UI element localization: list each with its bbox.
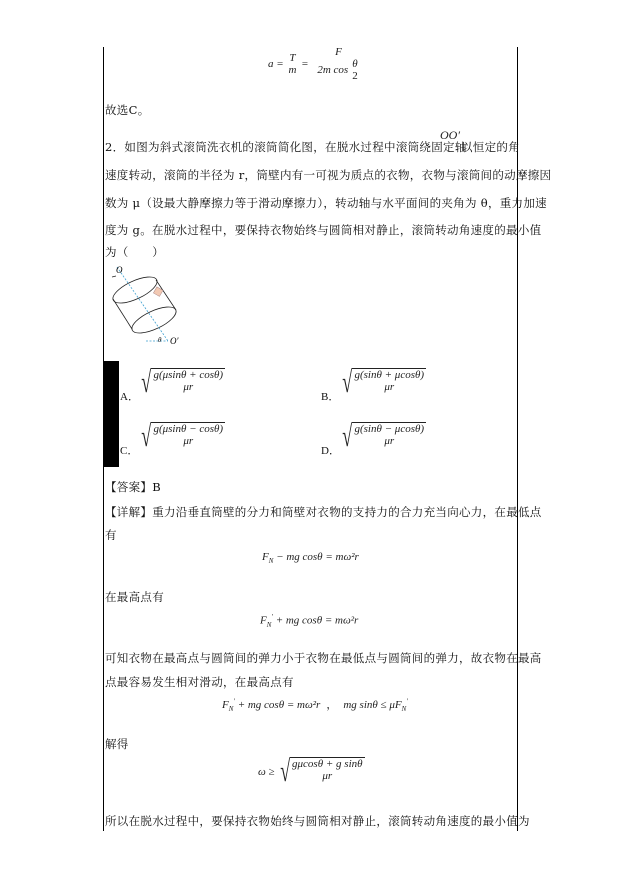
svg-text:O′: O′ bbox=[170, 336, 179, 346]
option-b-formula[interactable]: √ g(sinθ + μcosθ) μr bbox=[342, 366, 425, 399]
explanation-line-2: 有 bbox=[105, 528, 117, 542]
question-line-3: 数为 μ（设最大静摩擦力等于滑动摩擦力），转动轴与水平面间的夹角为 θ，重力加速 bbox=[105, 196, 547, 210]
table-right-border bbox=[517, 47, 518, 831]
option-d-label[interactable]: D． bbox=[321, 445, 340, 457]
explanation-line-3: 在最高点有 bbox=[105, 590, 164, 604]
sqrt-icon: √ bbox=[279, 755, 290, 788]
explanation-line-5: 点最容易发生相对滑动，在最高点有 bbox=[105, 675, 294, 689]
drum-diagram-icon bbox=[108, 262, 188, 347]
question-line-4: 度为 g。在脱水过程中，要保持衣物始终与圆筒相对静止，滚筒转动角速度的最小值 bbox=[105, 223, 542, 237]
question-line-1b: 以恒定的角 bbox=[461, 140, 520, 154]
equation-lowest-point: $F_N$ − mg cosθ = mω²r bbox=[262, 551, 359, 566]
option-d-formula[interactable]: √ g(sinθ − μcosθ) μr bbox=[342, 420, 425, 453]
sqrt-icon: √ bbox=[342, 420, 353, 453]
svg-text:O: O bbox=[116, 265, 123, 275]
option-c-formula[interactable]: √ g(μsinθ − cosθ) μr bbox=[141, 420, 224, 453]
sqrt-icon: √ bbox=[141, 366, 152, 399]
question-line-5: 为（ ） bbox=[105, 245, 164, 259]
explanation-line-6: 解得 bbox=[105, 737, 129, 751]
sqrt-icon: √ bbox=[342, 366, 353, 399]
question-line-2: 速度转动，滚筒的半径为 r，筒壁内有一可视为质点的衣物，衣物与滚筒间的动摩擦因 bbox=[105, 168, 552, 182]
fraction-t-over-m: T m bbox=[288, 52, 297, 76]
previous-conclusion: 故选C。 bbox=[105, 103, 150, 117]
explanation-line-1: 【详解】重力沿垂直筒壁的分力和筒壁对衣物的支持力的合力充当向心力，在最低点 bbox=[105, 505, 542, 519]
svg-text:θ: θ bbox=[158, 336, 162, 344]
sqrt-icon: √ bbox=[141, 420, 152, 453]
formula-lhs: a = bbox=[268, 58, 284, 70]
option-a-formula[interactable]: √ g(μsinθ + cosθ) μr bbox=[141, 366, 224, 399]
equation-omega-result: ω ≥ √ gμcosθ + g sinθ μr bbox=[258, 755, 363, 788]
washing-drum-figure bbox=[108, 262, 188, 347]
option-a-label[interactable]: A． bbox=[120, 391, 139, 403]
explanation-line-7: 所以在脱水过程中，要保持衣物始终与圆筒相对静止，滚筒转动角速度的最小值为 bbox=[105, 814, 530, 828]
explanation-line-4: 可知衣物在最高点与圆筒间的弹力小于衣物在最低点与圆筒间的弹力，故衣物在最高 bbox=[105, 651, 542, 665]
option-c-label[interactable]: C． bbox=[120, 445, 139, 457]
options-marker-bar bbox=[104, 361, 119, 467]
fraction-f-over-2mcos: F 2m cos θ 2 bbox=[317, 46, 358, 82]
axis-label-oo: OO′ bbox=[440, 128, 460, 142]
top-formula: a = T m = F 2m cos θ 2 bbox=[268, 46, 362, 82]
equation-highest-point: $F_N'$ + mg cosθ = mω²r bbox=[260, 613, 359, 629]
equation-sliding-condition: $F_N'$ + mg cosθ = mω²r ， mg $\sin\theta \le \mu F_N'$ bbox=[222, 697, 408, 714]
option-b-label[interactable]: B． bbox=[321, 391, 340, 403]
question-line-1: 2．如图为斜式滚筒洗衣机的滚筒简化图，在脱水过程中滚筒绕固定轴 bbox=[105, 140, 467, 154]
answer: 【答案】B bbox=[105, 480, 161, 494]
